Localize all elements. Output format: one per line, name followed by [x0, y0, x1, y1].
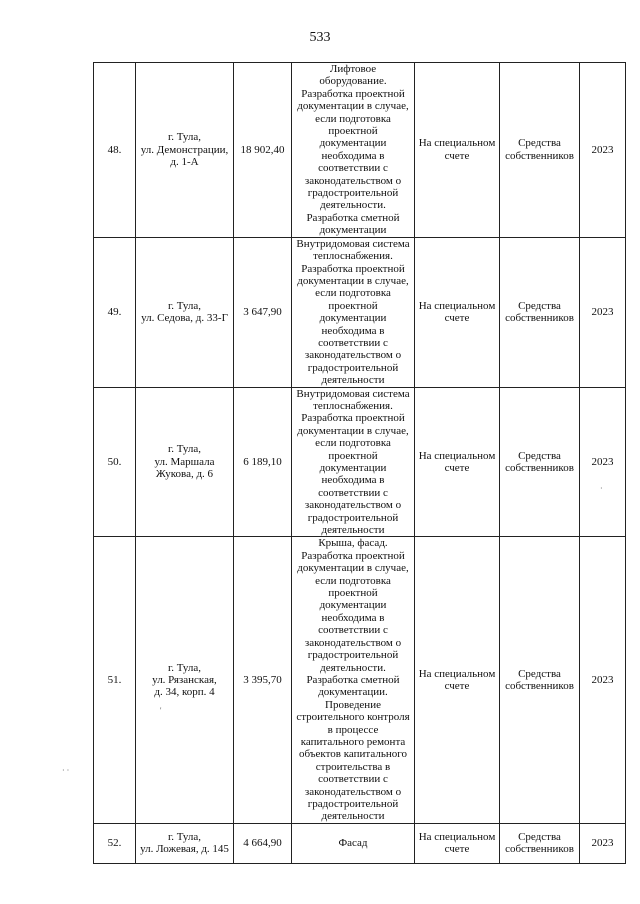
address-cell [136, 237, 234, 387]
work-line: объектов капитального [299, 748, 407, 761]
address-line: ул. Рязанская, [152, 673, 217, 686]
work-line: капитального ремонта [300, 735, 406, 748]
year-cell: 2023 [580, 823, 626, 863]
address-line: ул. Седова, д. 33-Г [141, 312, 228, 325]
work-line: Разработка сметной [306, 211, 400, 224]
work-line: Разработка проектной [301, 549, 405, 562]
funding-source-line: Средства [518, 299, 561, 312]
work-line: если подготовка [315, 287, 391, 300]
work-line: градостроительной [307, 187, 399, 200]
work-line: соответствии с [318, 624, 388, 637]
row-number: 51. [94, 537, 136, 823]
work-line: градостроительной [307, 511, 399, 524]
funding-source-cell [500, 237, 580, 387]
funding-source-cell [500, 823, 580, 863]
funding-source-cell [500, 537, 580, 823]
row-number: 50. [94, 387, 136, 537]
address-line: г. Тула, [167, 830, 202, 843]
work-line: Внутридомовая система [296, 237, 410, 250]
work-line: проектной [328, 587, 378, 600]
account-line: На специальном [418, 137, 496, 150]
account-cell [415, 537, 500, 823]
scan-speck: ' [160, 706, 162, 715]
funding-source-line: собственников [505, 462, 574, 474]
account-line: счете [444, 680, 470, 693]
account-line: На специальном [418, 299, 496, 312]
address-cell [136, 823, 234, 863]
work-line: соответствии с [318, 486, 388, 499]
work-type-cell [292, 537, 415, 823]
work-line: Проведение [325, 698, 381, 711]
address-line: г. Тула, [167, 131, 202, 144]
cost-cell: 6 189,10 [234, 387, 292, 537]
work-line: деятельности. [320, 199, 386, 212]
work-line: документации [319, 137, 387, 150]
work-line: деятельности [321, 810, 385, 823]
page-number: 533 [309, 30, 331, 45]
address-cell [136, 63, 234, 238]
address-cell [136, 537, 234, 823]
work-line: необходима в [321, 149, 385, 162]
work-line: законодательством о [304, 636, 402, 649]
address-line: ул. Маршала [154, 455, 215, 468]
funding-source-line: собственников [505, 680, 574, 693]
work-line: документации в случае, [297, 424, 409, 437]
address-cell [136, 387, 234, 537]
address-line: ул. Демонстрации, [140, 143, 229, 156]
work-line: если подготовка [315, 437, 391, 450]
account-line: счете [444, 149, 470, 162]
row-number: 48. [94, 63, 136, 238]
funding-source-line: Средства [518, 667, 561, 680]
address-line: г. Тула, [167, 299, 202, 312]
account-cell [415, 823, 500, 863]
work-line: Разработка сметной [306, 673, 400, 686]
work-line: Лифтовое [329, 63, 377, 75]
table-body [94, 63, 626, 864]
work-line: строительного контроля [296, 711, 410, 724]
funding-source-line: собственников [505, 149, 574, 162]
address-line: г. Тула, [167, 443, 202, 456]
work-line: в процессе [327, 723, 379, 736]
work-line: проектной [328, 299, 378, 312]
funding-source-line: собственников [505, 312, 574, 325]
funding-source-cell [500, 63, 580, 238]
account-line: На специальном [418, 449, 496, 462]
year-cell: 2023 [580, 537, 626, 823]
table-row [94, 823, 626, 863]
work-line: законодательством о [304, 349, 402, 362]
cost-cell: 4 664,90 [234, 823, 292, 863]
work-line: законодательством о [304, 499, 402, 512]
work-line: Разработка проектной [301, 412, 405, 425]
work-line: документации [319, 224, 387, 237]
work-line: деятельности. [320, 661, 386, 674]
scan-speck: · · [62, 766, 70, 775]
work-line: градостроительной [307, 649, 399, 662]
account-cell [415, 63, 500, 238]
funding-source-line: Средства [518, 137, 561, 150]
work-type-cell [292, 237, 415, 387]
work-line: Разработка проектной [301, 87, 405, 100]
account-line: счете [444, 312, 470, 325]
table-row [94, 237, 626, 387]
account-line: На специальном [418, 667, 496, 680]
work-type-cell [292, 63, 415, 238]
work-line: необходима в [321, 324, 385, 337]
work-line: соответствии с [318, 336, 388, 349]
work-line: Крыша, фасад. [318, 537, 388, 550]
work-line: оборудование. [319, 75, 387, 88]
address-line: Жукова, д. 6 [155, 468, 214, 481]
work-line: Разработка проектной [301, 262, 405, 275]
work-line: проектной [328, 449, 378, 462]
address-line: д. 1-А [170, 156, 199, 169]
account-line: На специальном [418, 830, 496, 843]
work-line: деятельности [321, 524, 385, 537]
table-row [94, 63, 626, 238]
work-line: градостроительной [307, 361, 399, 374]
table-row [94, 537, 626, 823]
account-cell [415, 387, 500, 537]
cost-cell: 3 647,90 [234, 237, 292, 387]
work-line: если подготовка [315, 112, 391, 125]
work-line: законодательством о [304, 785, 402, 798]
work-line: документации в случае, [297, 562, 409, 575]
work-line: необходима в [321, 474, 385, 487]
cost-cell: 3 395,70 [234, 537, 292, 823]
work-line: документации [319, 462, 387, 474]
account-line: счете [444, 462, 470, 474]
work-line: деятельности [321, 374, 385, 387]
cost-cell: 18 902,40 [234, 63, 292, 238]
work-line: документации [319, 599, 387, 612]
funding-source-line: Средства [518, 449, 561, 462]
address-line: д. 34, корп. 4 [154, 686, 215, 699]
work-line: законодательством о [304, 174, 402, 187]
year-cell: 2023 [580, 63, 626, 238]
work-line: соответствии с [318, 162, 388, 175]
work-line: проектной [328, 125, 378, 138]
year-cell: 2023 [580, 237, 626, 387]
work-type-cell [292, 823, 415, 863]
work-line: документации. [318, 686, 388, 699]
account-line: счете [444, 843, 470, 856]
scan-speck: · [600, 484, 603, 493]
funding-source-line: Средства [518, 830, 561, 843]
work-line: необходима в [321, 611, 385, 624]
year-cell: 2023 [580, 387, 626, 537]
address-line: г. Тула, [167, 661, 202, 674]
work-line: строительства в [315, 760, 391, 773]
work-type-cell [292, 387, 415, 537]
work-line: документации [319, 312, 387, 325]
account-cell [415, 237, 500, 387]
work-line: документации в случае, [297, 100, 409, 113]
table-row [94, 387, 626, 537]
row-number: 49. [94, 237, 136, 387]
work-line: Внутридомовая система [296, 387, 410, 400]
work-line: теплоснабжения. [313, 399, 393, 412]
work-line: документации в случае, [297, 274, 409, 287]
work-line: если подготовка [315, 574, 391, 587]
row-number: 52. [94, 823, 136, 863]
work-line: Фасад [338, 837, 368, 850]
repair-plan-table [93, 62, 626, 864]
work-line: теплоснабжения. [313, 250, 393, 263]
address-line: ул. Ложевая, д. 145 [140, 843, 229, 856]
funding-source-cell [500, 387, 580, 537]
work-line: градостроительной [307, 797, 399, 810]
work-line: соответствии с [318, 773, 388, 786]
funding-source-line: собственников [505, 843, 574, 856]
